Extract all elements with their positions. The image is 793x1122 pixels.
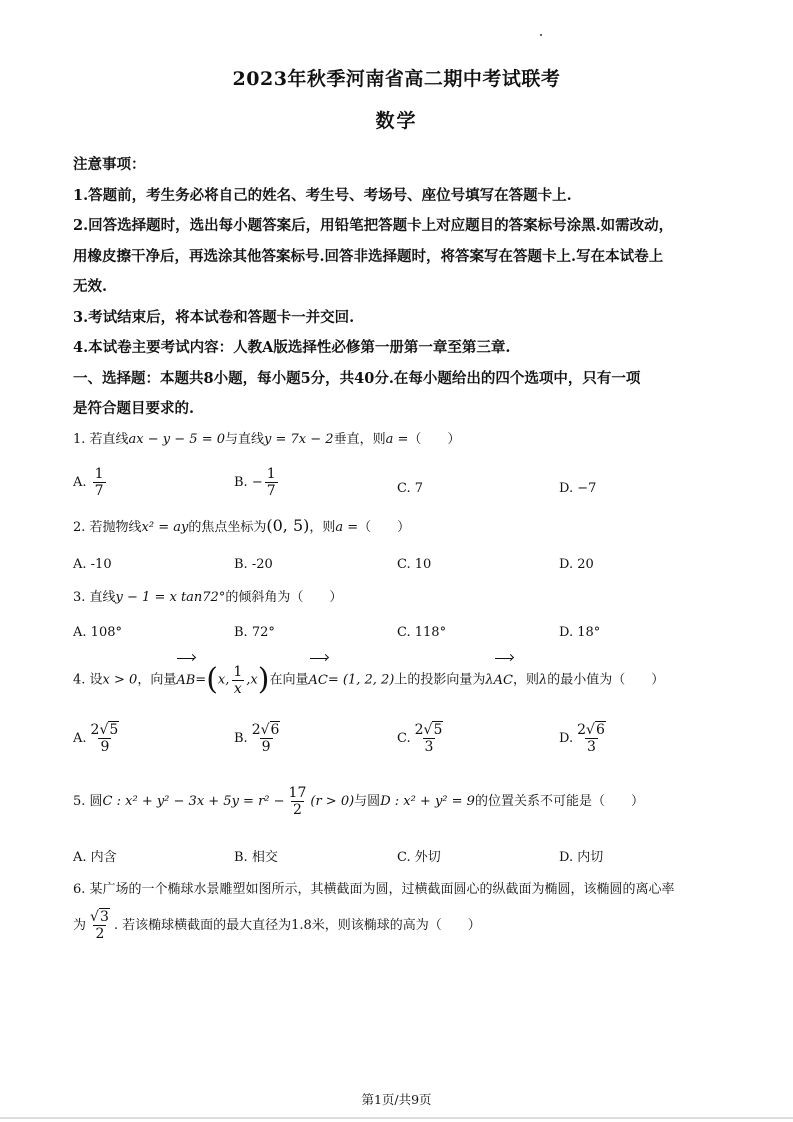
q3-b-val: 72°: [251, 625, 275, 640]
q1-b-den: 7: [266, 483, 276, 499]
q1-text-post: 垂直，则: [333, 432, 386, 447]
q3-text-pre: 3. 直线: [73, 590, 116, 605]
q5-circle-d: D : x² + y² = 9: [380, 794, 475, 809]
q4-b-rad: 6: [270, 722, 280, 738]
q4-comp-end: ,x: [246, 672, 258, 688]
q5-option-b[interactable]: B. 相交: [234, 850, 278, 865]
q5-fraction: [287, 785, 309, 818]
q2-option-c[interactable]: C. 10: [397, 557, 432, 572]
q3-d-label: D.: [559, 625, 574, 640]
page-footer: 第1页/共9页: [361, 1092, 432, 1107]
q4-b-coef: 2: [251, 722, 261, 738]
note-4: 4.本试卷主要考试内容：人教A版选择性必修第一册第一章至第三章.: [73, 339, 511, 356]
q4-d-coef: 2: [577, 722, 587, 738]
q1-option-b-fraction: [265, 466, 278, 499]
q4-text-pre: 4. 设: [73, 672, 103, 688]
q4-c-fraction: $\frac{2√5}{3}$: [414, 722, 443, 755]
q4-d-rad: 6: [595, 722, 605, 738]
q6-e-rad: 3: [99, 909, 109, 925]
q5-circle-c: C : x² + y² − 3x + 5y = r² −: [102, 794, 285, 809]
q5-options: [73, 846, 723, 866]
q4-equals: =: [195, 672, 207, 688]
q1-text-mid: 与直线: [225, 432, 265, 447]
q2-option-d[interactable]: D. 20: [559, 557, 594, 572]
q1-option-b[interactable]: [234, 466, 280, 499]
q1-b-num: 1: [266, 466, 276, 482]
q4-lambda-2: λ: [538, 672, 548, 688]
question-2: [73, 516, 410, 535]
q1-a-num: 1: [94, 466, 104, 482]
q4-b-label: B.: [234, 731, 248, 746]
instructions: [73, 150, 733, 425]
q1-line-a: ax − y − 5 = 0: [128, 432, 225, 447]
q4-c-rad: 5: [433, 722, 443, 738]
question-1: [73, 428, 460, 447]
q5-option-c[interactable]: C. 外切: [397, 850, 441, 865]
q6-eccentricity: $\frac{√3}{2}$: [90, 909, 109, 942]
q4-option-c[interactable]: [397, 722, 447, 755]
q4-option-d[interactable]: [559, 722, 610, 755]
q4-c-coef: 2: [414, 722, 424, 738]
q4-a-den: 9: [100, 739, 110, 755]
note-2-line-2: 用橡皮擦干净后，再选涂其他答案标号.回答非选择题时，将答案写在答题卡上.写在本试卷上: [73, 247, 664, 265]
q5-option-d[interactable]: D. 内切: [559, 850, 604, 865]
section-heading-line-2: 是符合题目要求的.: [73, 400, 195, 417]
q3-text-post: 的倾斜角为（ ）: [225, 590, 343, 605]
q4-text-1: ，向量: [137, 672, 177, 688]
q5-text-post: 的位置关系不可能是（ ）: [474, 794, 644, 809]
q4-comp-den: x: [233, 680, 242, 697]
q4-text-5: 的最小值为（ ）: [547, 672, 665, 688]
question-6-line-1: 6. 某广场的一个椭球水景雕塑如图所示，其横截面为圆，过横截面圆心的纵截面为椭圆，该椭圆的离心率: [73, 882, 675, 897]
q4-d-label: D.: [559, 731, 574, 746]
q1-text-pre: 1. 若直线: [73, 432, 129, 447]
note-2-line-1: 2.回答选择题时，选出每小题答案后，用铅笔把答题卡上对应题目的答案标号涂黑.如需改动，: [73, 217, 674, 234]
q4-a-fraction: $\frac{2√5}{9}$: [90, 722, 119, 755]
q3-option-c[interactable]: [397, 625, 446, 640]
question-3: [73, 586, 342, 605]
q4-comp-fraction: [231, 664, 244, 697]
q3-b-label: B.: [234, 625, 248, 640]
q4-b-den: 9: [261, 739, 271, 755]
q4-d-fraction: $\frac{2√6}{3}$: [577, 722, 605, 755]
q4-lambda: λ: [485, 672, 494, 688]
q3-c-label: C.: [397, 625, 411, 640]
q2-text-mid: 的焦点坐标为: [188, 520, 267, 535]
exam-subject: 数学: [375, 110, 418, 132]
q6-text-post: . 若该椭球横截面的最大直径为1.8米，则该椭球的高为（ ）: [113, 918, 481, 933]
q2-var: a =: [335, 520, 359, 535]
q4-condition: x > 0: [102, 672, 138, 688]
question-4: [73, 660, 664, 701]
q4-a-coef: 2: [90, 722, 100, 738]
q2-focus: (0, 5): [266, 516, 310, 535]
q6-text-pre: 为: [73, 918, 87, 933]
q5-text-pre: 5. 圆: [73, 794, 103, 809]
q5-frac-den: 2: [293, 802, 302, 818]
q4-text-3: 上的投影向量为: [394, 672, 486, 688]
q4-vector-ab: AB: [176, 661, 195, 701]
q3-option-a[interactable]: [73, 625, 122, 640]
q4-vector-ac-value: = (1, 2, 2): [327, 672, 395, 688]
section-heading-line-1: 一、选择题：本题共8小题，每小题5分，共40分.在每小题给出的四个选项中，只有一项: [73, 369, 641, 387]
q4-options: [73, 722, 723, 766]
note-1: 1.答题前，考生务必将自己的姓名、考生号、考场号、座位号填写在答题卡上.: [73, 186, 572, 204]
q3-c-val: 118°: [414, 625, 447, 640]
q1-var: a =: [385, 432, 409, 447]
q4-comp-x: x,: [217, 672, 230, 688]
q1-option-c[interactable]: C. 7: [397, 481, 424, 496]
q2-option-b[interactable]: B. -20: [234, 557, 273, 572]
q3-line: y − 1 = x tan72°: [115, 590, 226, 605]
q4-comp-num: 1: [233, 663, 243, 680]
question-6-line-2: [73, 906, 481, 946]
q4-b-fraction: $\frac{2√6}{9}$: [251, 722, 280, 755]
q5-frac-num: 17: [288, 785, 307, 801]
q2-options: [73, 557, 723, 577]
q4-d-den: 3: [587, 739, 596, 755]
q2-blank: （ ）: [358, 520, 411, 535]
notes-heading: 注意事项：: [73, 156, 146, 173]
q1-option-d-label: D.: [559, 481, 574, 496]
q4-text-4: ，则: [512, 672, 539, 688]
question-5: [73, 784, 644, 820]
q6-e-den: 2: [95, 926, 105, 942]
q2-text-post: ，则: [309, 520, 336, 535]
q4-a-label: A.: [73, 731, 87, 746]
q3-a-label: A.: [73, 625, 87, 640]
exam-title: 2023年秋季河南省高二期中考试联考: [232, 68, 561, 90]
bottom-rule: [0, 1117, 793, 1119]
q4-right-paren: ): [257, 662, 270, 697]
q4-left-paren: (: [206, 662, 218, 697]
q4-option-b[interactable]: [234, 722, 284, 755]
q2-text-pre: 2. 若抛物线: [73, 520, 142, 535]
q1-d-val: −7: [577, 481, 597, 496]
q4-c-den: 3: [424, 739, 434, 755]
q3-options: [73, 625, 723, 645]
q3-option-b[interactable]: [234, 625, 275, 640]
q3-option-d[interactable]: [559, 625, 600, 640]
q4-text-2: 在向量: [269, 672, 309, 688]
q1-option-a-label: A.: [73, 475, 87, 490]
q1-option-a[interactable]: [73, 466, 108, 499]
q1-blank: （ ）: [408, 432, 461, 447]
q1-option-a-fraction: [93, 466, 106, 499]
q3-d-val: 18°: [577, 625, 601, 640]
q3-a-val: 108°: [90, 625, 122, 640]
q2-option-a[interactable]: A. -10: [73, 557, 112, 572]
scan-speck: [540, 34, 542, 36]
q2-parabola: x² = ay: [141, 520, 189, 535]
q1-option-b-label: B.: [234, 475, 248, 490]
q4-c-label: C.: [397, 731, 411, 746]
q5-condition: (r > 0): [310, 794, 355, 809]
q1-b-sign: −: [251, 475, 263, 490]
q5-text-mid: 与圆: [354, 794, 381, 809]
q1-options: [73, 466, 723, 506]
q5-option-a[interactable]: A. 内含: [73, 850, 117, 865]
q1-a-den: 7: [94, 483, 104, 499]
q1-option-d[interactable]: [559, 481, 596, 496]
q4-option-a[interactable]: [73, 722, 123, 755]
q4-vector-ac-2: AC: [494, 661, 513, 701]
q4-a-rad: 5: [109, 722, 119, 738]
q4-vector-ac: AC: [309, 661, 328, 701]
note-2-line-3: 无效.: [73, 278, 108, 295]
q1-line-b: y = 7x − 2: [264, 432, 334, 447]
note-3: 3.考试结束后，将本试卷和答题卡一并交回.: [73, 308, 355, 326]
